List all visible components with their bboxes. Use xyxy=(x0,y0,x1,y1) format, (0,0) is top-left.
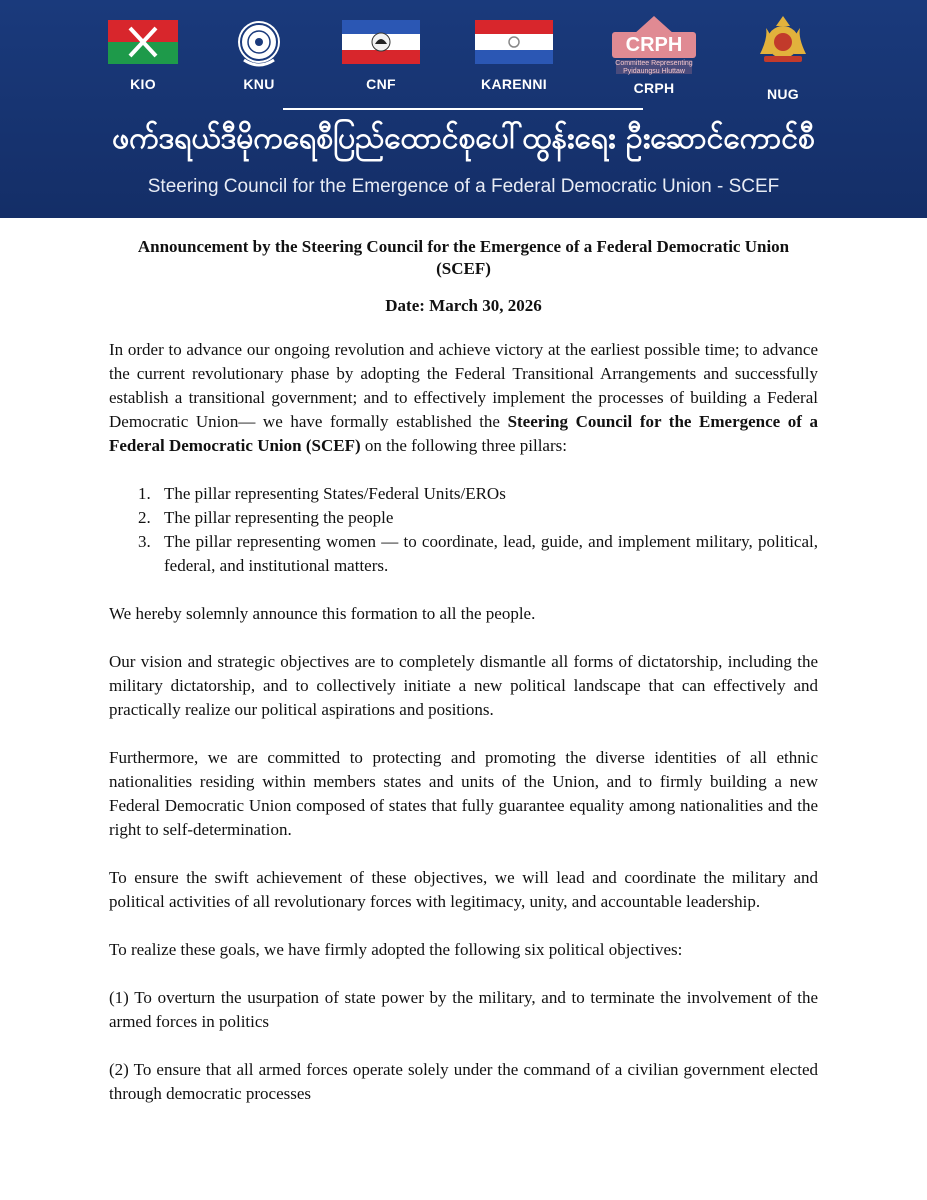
logo-label: KNU xyxy=(243,76,275,92)
banner-divider xyxy=(283,108,643,110)
list-text: The pillar representing the people xyxy=(164,508,394,527)
logo-karenni xyxy=(474,20,554,92)
logo-cnf xyxy=(341,20,421,92)
intro-council-name: Steering Council for the Emergence of a Federal Democratic Union (SCEF) xyxy=(109,412,819,455)
announcement-body xyxy=(109,236,818,1130)
list-text: The pillar representing States/Federal Units/EROs xyxy=(164,484,506,503)
list-number: 3. xyxy=(138,532,151,551)
banner-subtitle: Steering Council for the Emergence of a Federal Democratic Union - SCEF xyxy=(147,176,780,197)
list-item xyxy=(109,530,818,578)
list-item xyxy=(109,506,818,530)
logo-label: KARENNI xyxy=(481,76,547,92)
logo-crph xyxy=(604,20,704,96)
header-banner xyxy=(0,0,927,218)
announcement-heading: Announcement by the Steering Council for the Emergence of a Federal Democratic Union (SCEF) xyxy=(137,237,790,278)
logo-label: CNF xyxy=(366,76,396,92)
announcement-paragraph: To ensure the swift achievement of these objectives, we will lead and coordinate the military and political activities of all revolutionary forces with legitimacy, unity, and accountable leadership. xyxy=(109,868,818,911)
logo-label: KIO xyxy=(130,76,156,92)
intro-text: In order to advance our ongoing revolution and achieve victory at the earliest possible time; to advance the current revolutionary phase by adopting the Federal Transitional Arrangements and successfully establish a transitional government; and to effectively implement the processes of building a Federal Democratic Union— we have formally established the xyxy=(109,340,818,431)
crph-logo-icon xyxy=(604,20,704,80)
knu-seal-icon xyxy=(224,20,294,64)
list-item xyxy=(109,482,818,506)
logo-knu xyxy=(219,20,299,92)
list-number: 2. xyxy=(138,508,151,527)
objective-paragraph: (2) To ensure that all armed forces operate solely under the command of a civilian government elected through democratic processes xyxy=(109,1060,818,1103)
logo-kio xyxy=(103,20,183,92)
pillars-list xyxy=(109,482,818,578)
announcement-paragraph: We hereby solemnly announce this formation to all the people. xyxy=(109,604,536,623)
logo-label: CRPH xyxy=(633,80,675,96)
nug-emblem-icon xyxy=(748,20,818,70)
objective-paragraph: (1) To overturn the usurpation of state power by the military, and to terminate the involvement of the armed forces in politics xyxy=(109,988,818,1031)
cnf-flag-icon xyxy=(342,20,420,64)
crph-logo-caption: Committee Representing Pyidaungsu Hluttaw xyxy=(615,60,693,75)
banner-title-burmese: ဖက်ဒရယ်ဒီမိုကရေစီပြည်ထောင်စုပေါ်ထွန်းရေး ဦးဆောင်ကောင်စီ xyxy=(112,121,815,156)
announcement-date: Date: March 30, 2026 xyxy=(385,296,542,315)
logo-nug xyxy=(743,20,823,102)
announcement-paragraph: To realize these goals, we have firmly adopted the following six political objectives: xyxy=(109,940,683,959)
crph-logo-text: CRPH xyxy=(625,34,683,56)
kio-flag-icon xyxy=(108,20,178,64)
logo-label: NUG xyxy=(766,86,799,102)
list-number: 1. xyxy=(138,484,151,503)
karenni-flag-icon xyxy=(475,20,553,64)
intro-paragraph xyxy=(109,338,818,458)
announcement-paragraph: Our vision and strategic objectives are to completely dismantle all forms of dictatorship, including the military dictatorship, and to collectively initiate a new political landscape that can effectively and practically realize our political aspirations and positions. xyxy=(109,652,818,719)
announcement-paragraph: Furthermore, we are committed to protecting and promoting the diverse identities of all ethnic nationalities residing within members states and units of the Union, and to firmly building a new Federal Democratic Union composed of states that fully guarantee equality among nationalities and the right to self-determination. xyxy=(109,748,818,839)
list-text: The pillar representing women — to coordinate, lead, guide, and implement military, political, federal, and institutional matters. xyxy=(164,532,818,575)
intro-text-end: on the following three pillars: xyxy=(360,436,567,455)
